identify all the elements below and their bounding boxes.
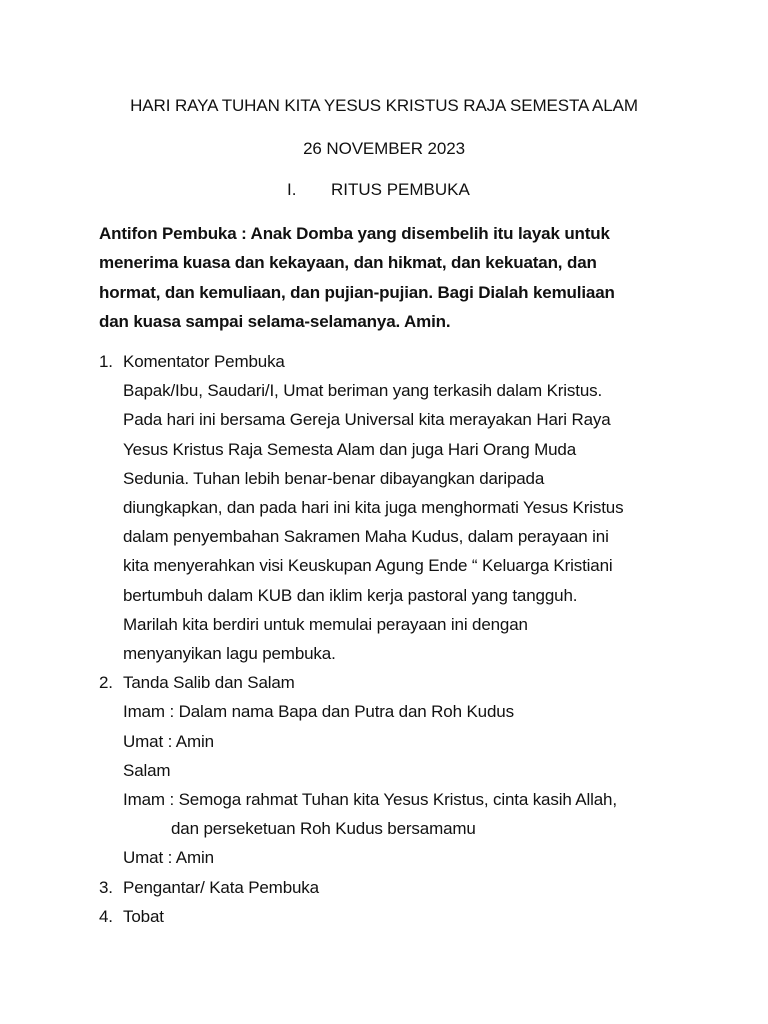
- dialogue-line: Umat : Amin: [123, 731, 214, 751]
- list-number: 1.: [99, 352, 113, 371]
- liturgy-list: [99, 347, 699, 931]
- komentator-line: Bapak/Ibu, Saudari/I, Umat beriman yang terkasih dalam Kristus.: [123, 381, 603, 401]
- antifon-line: dan kuasa sampai selama-selamanya. Amin.: [99, 312, 451, 332]
- antifon-line: Antifon Pembuka : Anak Domba yang disembelih itu layak untuk: [99, 224, 610, 243]
- list-number: 4.: [99, 906, 113, 926]
- komentator-line: Pada hari ini bersama Gereja Universal kita merayakan Hari Raya: [123, 410, 611, 430]
- list-number: 2.: [99, 673, 113, 693]
- komentator-line: Sedunia. Tuhan lebih benar-benar dibayangkan daripada: [123, 468, 545, 488]
- komentator-line: Yesus Kristus Raja Semesta Alam dan juga Hari Orang Muda: [123, 439, 577, 459]
- dialogue-line: Umat : Amin: [123, 848, 214, 868]
- list-item-pengantar: [99, 873, 699, 902]
- list-item-tobat: [99, 902, 699, 931]
- komentator-line: Marilah kita berdiri untuk memulai perayaan ini dengan: [123, 614, 528, 634]
- section-heading: [287, 180, 470, 200]
- antifon-paragraph: [99, 219, 689, 337]
- list-heading: Tobat: [123, 906, 164, 926]
- section-label: RITUS PEMBUKA: [331, 180, 470, 199]
- dialogue-line: dan perseketuan Roh Kudus bersamamu: [171, 819, 476, 839]
- list-heading: Tanda Salib dan Salam: [123, 673, 295, 693]
- komentator-line: bertumbuh dalam KUB dan iklim kerja pastoral yang tangguh.: [123, 585, 578, 605]
- dialogue-line: Imam : Dalam nama Bapa dan Putra dan Roh Kudus: [123, 702, 514, 722]
- section-number: I.: [287, 180, 297, 199]
- komentator-line: menyanyikan lagu pembuka.: [123, 644, 336, 664]
- list-heading: Komentator Pembuka: [123, 352, 285, 371]
- antifon-line: menerima kuasa dan kekayaan, dan hikmat, dan kekuatan, dan: [99, 253, 597, 273]
- list-number: 3.: [99, 877, 113, 897]
- document-date: 26 NOVEMBER 2023: [303, 139, 465, 158]
- list-item-komentator: [99, 347, 699, 668]
- list-heading: Pengantar/ Kata Pembuka: [123, 877, 319, 897]
- komentator-line: diungkapkan, dan pada hari ini kita juga menghormati Yesus Kristus: [123, 498, 624, 518]
- dialogue-line: Imam : Semoga rahmat Tuhan kita Yesus Kristus, cinta kasih Allah,: [123, 790, 617, 810]
- dialogue-line: Salam: [123, 760, 171, 780]
- komentator-line: kita menyerahkan visi Keuskupan Agung Ende “ Keluarga Kristiani: [123, 556, 613, 576]
- antifon-line: hormat, dan kemuliaan, dan pujian-pujian. Bagi Dialah kemuliaan: [99, 282, 615, 302]
- komentator-line: dalam penyembahan Sakramen Maha Kudus, dalam perayaan ini: [123, 527, 609, 547]
- document-title: HARI RAYA TUHAN KITA YESUS KRISTUS RAJA SEMESTA ALAM: [130, 96, 638, 115]
- list-item-tanda-salib: [99, 668, 699, 872]
